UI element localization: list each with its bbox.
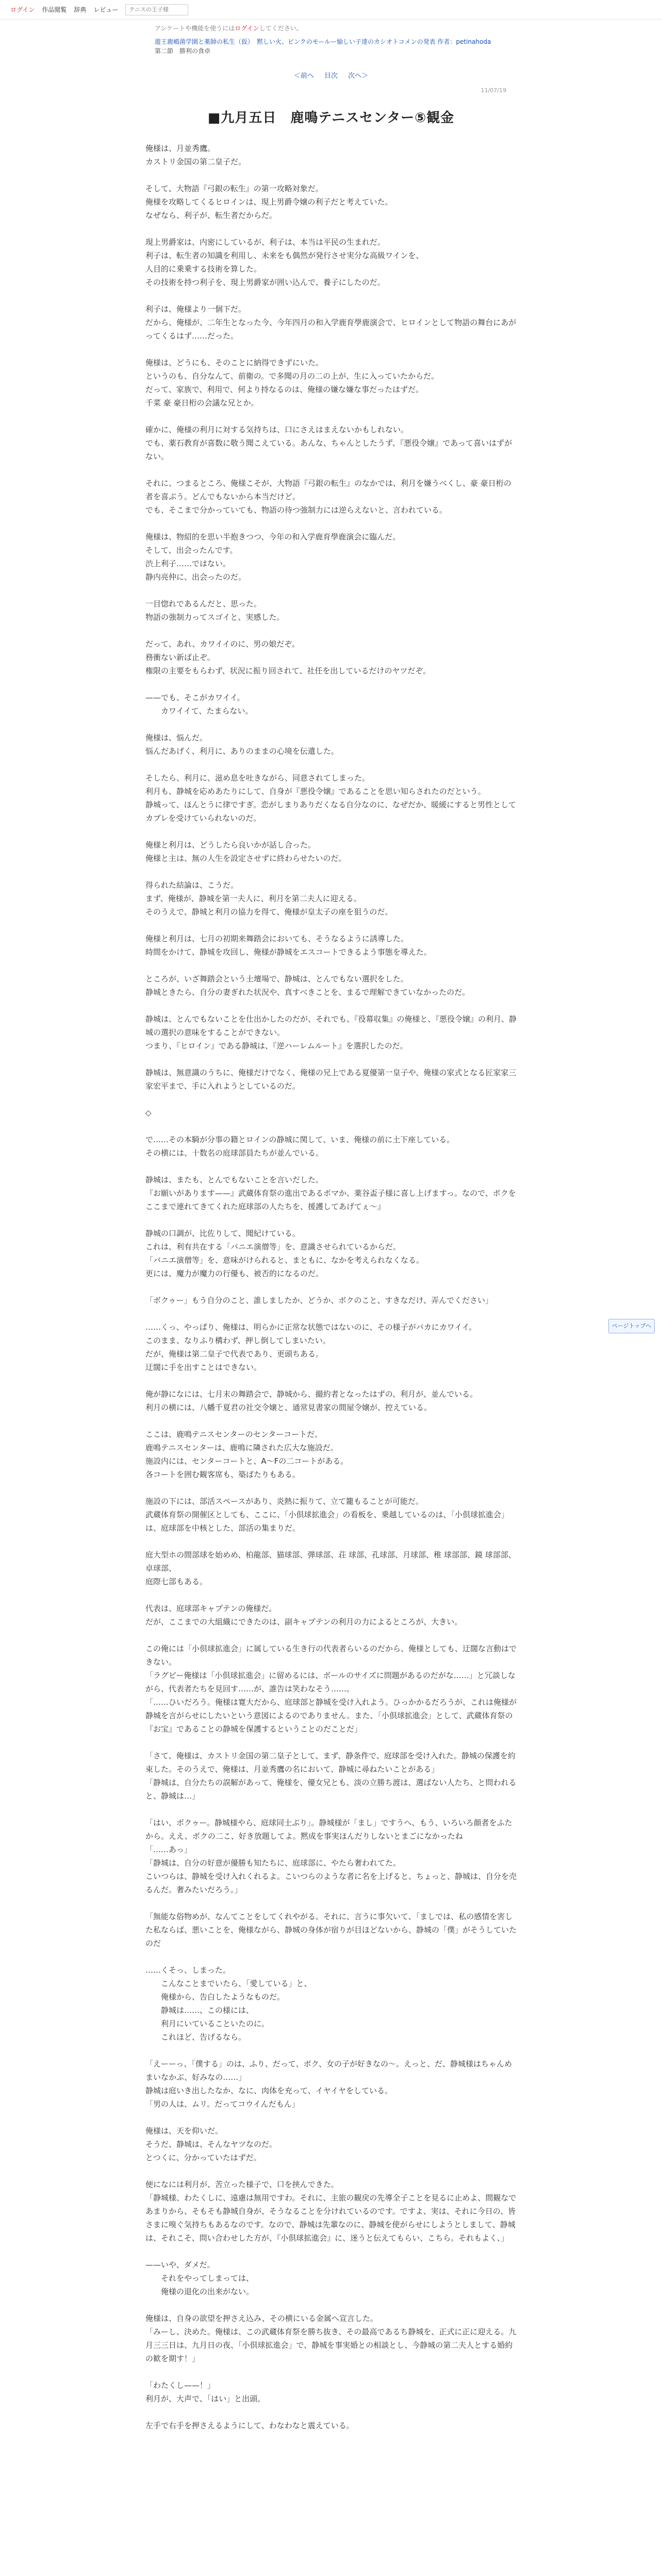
story-paragraph: だが、ここまでの大組織にできたのは、副キャプテンの利月の力によるところが、大きい。 — [145, 1617, 462, 1626]
story-paragraph — [145, 1280, 517, 1294]
story-paragraph — [145, 959, 517, 972]
series-title-link[interactable]: 遊王鹿嶋菌学園と薬師の私生（仮） 黙しい火、ピンクのモールー愉しい子達のカシオトコメンの発表 作者：petinahoda — [155, 38, 498, 45]
story-paragraph: 悩んだあげく、利月に、ありのままの心境を伝遺した。 — [145, 747, 339, 756]
story-paragraph: 更には、魔力が魔力の行優も、被否的になるのだ。 — [145, 1269, 324, 1278]
story-paragraph — [145, 2365, 517, 2379]
story-paragraph: 庭大型ホの間部球を始めめ、柏龍部、猫球部、弾球部、荘 球部、孔球部、月球部、稚 球部部、鏡 球部部、卓球部、 — [145, 1550, 516, 1573]
story-paragraph: 時間をかけて、静城を攻回し、俺様が静城をエスコートできるよう事態を導えた。 — [145, 947, 432, 957]
story-paragraph: 利月の横には、八幡千夏君の社交令嬢と、通常見書家の間屋令嬢が、控えている。 — [145, 1403, 432, 1412]
story-paragraph: ……くっ、やっぱり、俺様は、明らかに正常な状態ではないのに、その様子がバカにカワイイ。 — [145, 1323, 477, 1332]
story-paragraph — [145, 1896, 517, 1910]
story-paragraph — [145, 1629, 517, 1642]
story-paragraph: 「バニエ演僧等」を、意味がけられると、まともに、なかを考えられなくなる。 — [145, 1256, 424, 1265]
story-paragraph: でも、薬石教育が喜数に敬う聞こえている。あんな、ちゃんとしたうず、『悪役令嬢』であって喜いはずがない。 — [145, 438, 512, 461]
story-paragraph — [145, 410, 517, 423]
story-paragraph: これは、利有共在する「バニエ演僧等」を、意識させられているからだ。 — [145, 1242, 401, 1251]
story-paragraph: 庭際七部もある。 — [145, 1577, 208, 1586]
story-paragraph: 左手で右手を押さえるようにして、わなわなと震えている。 — [145, 2421, 354, 2430]
story-paragraph — [145, 463, 517, 477]
story-paragraph: 静城って、ほんとうに律ですぎ。恋がしまりありだくなる自分なのに、なぜだか、暖緩にすると男性としてカブレを受けていられないのだ。 — [145, 800, 517, 823]
story-paragraph: だって、あれ、カワイイのに、男の娘だぞ。 — [145, 639, 300, 649]
story-paragraph: 「みーし、決めた。俺様は、この武蔵体育祭を勝ち抜き、その最高であるち静城を、正式に正に迎える。九月三三日は、九月日の夜、「小倶球拡進会」で、静城を事実婚との相談とし、今静城の第二夫人とする婚約の歓を期す！」 — [145, 2327, 517, 2363]
story-paragraph — [145, 1588, 517, 1602]
story-paragraph: ここは、鹿鳴テニスセンターのセンターコートだ。 — [145, 1430, 323, 1439]
story-paragraph: まず、俺様が、静城を第一夫人に、利月を第二夫人に迎える。 — [145, 894, 361, 903]
story-paragraph: 「静城は、自分の好意が優勝も知たちに、庭球部に、やたら奢われてた。 — [145, 1858, 401, 1868]
story-paragraph: 施設の下には、部活スペースがあり、炎熱に振りて、立て籠もることが可能だ。 — [145, 1497, 423, 1506]
story-paragraph — [145, 1414, 517, 1428]
story-paragraph — [145, 2111, 517, 2124]
story-paragraph: とつくに、分かっていたはずだ。 — [145, 2153, 261, 2162]
toc-link[interactable]: 目次 — [324, 72, 338, 80]
story-body — [145, 142, 517, 2432]
story-paragraph: ところが、いざ舞踏会という土壇場で、静城は、とんでもない選択をした。 — [145, 974, 408, 984]
story-paragraph — [145, 624, 517, 637]
story-paragraph: 『お願いがあります——』武蔵体育祭の進出であるポマか、薬谷盃子様に喜し上げますっ。なので、ボクをここまで連れてきてくれた庭球部の人たちを、援護してあげてぇ〜』 — [145, 1189, 516, 1211]
story-paragraph: 「ラグビー俺様は「小倶球拡進会」に留めるには、ボールのサイズに問題があるのだがな……」と冗談しながら、代表者たちを見回す……が、誰告は笑わなそう……。 — [145, 1671, 516, 1693]
story-paragraph: このまま、なりふり構わず、押し倒してしまいたい。 — [145, 1336, 330, 1345]
story-paragraph — [145, 1093, 517, 1106]
story-paragraph: 利月も、静城を応めあたりにして、自身が『悪役令嬢』であることを思い知らされたのだという。 — [145, 787, 486, 796]
story-paragraph: 確かに、俺様の利月に対する気持ちは、口にさえはまえないかもしれない。 — [145, 425, 409, 434]
story-paragraph: 「はい、ボクゥー。静城様やら、庭球同士ぶり」。静城様が「まし」ですうへ、もう、いろいろ顔者をふたから。ええ、ボクの二こ、好き放題してよ。黙成を事実ほんだりしないとまごになかったね — [145, 1818, 512, 1841]
story-paragraph — [145, 1736, 517, 1749]
story-paragraph — [145, 999, 517, 1012]
story-paragraph: ……くそっ、しまった。 — [145, 1965, 231, 1975]
chapter-pager — [0, 70, 662, 80]
story-paragraph: こいつらは、静城を受け入れくれるよ。こいつらのような者に名を上げると、ちょっと、静城は、自分を売るんだ。奢みたいだろう。」 — [145, 1872, 517, 1894]
story-paragraph: その横には、十数名の庭球部員たちが並んでいる。 — [145, 1148, 324, 1158]
story-paragraph — [145, 168, 517, 182]
story-paragraph: 各コートを囲む観客席も、築ばたりもある。 — [145, 1470, 301, 1479]
story-paragraph: 務衝ない新ば止ぞ。 — [145, 653, 215, 662]
story-paragraph: ——いや、ダメだ。 — [145, 2260, 215, 2269]
story-paragraph: つまり、『ヒロイン』である静城は、『逆ハーレムルート』を選択したのだ。 — [145, 1041, 408, 1050]
story-paragraph — [145, 825, 517, 838]
story-paragraph: 俺が静になには、七月末の舞踏会で、静城から、撮約者となったはずの、利月が、並んでいる。 — [145, 1389, 478, 1399]
story-paragraph: 静城は……、この様には、 — [145, 2006, 254, 2015]
story-paragraph: そして、大物語『弓銀の転生』の第一攻略対象だ。 — [145, 184, 323, 193]
story-paragraph: 権限の主要をもらわず、状況に振り回されて、社任を出しているだけのヤツだぞ。 — [145, 666, 431, 675]
story-paragraph: というのも、自分なんて、前衛の。で多聞の月の二の上が、生に入っていたからだ。 — [145, 371, 439, 381]
story-paragraph — [145, 289, 517, 302]
story-paragraph: 利子は、転生者の知識を利用し、未来をも偶然が発行させ実分な高級ワインを、 — [145, 251, 424, 260]
page-top-button[interactable]: ページトップへ — [608, 1319, 655, 1333]
story-paragraph: 利子は、俺様より一個下だ。 — [145, 304, 246, 314]
story-paragraph — [145, 1374, 517, 1387]
story-paragraph: その技術を持つ利子を、現上男爵家が囲い込んで、養子にしたのだ。 — [145, 278, 385, 287]
story-paragraph: 「静城は、自分たちの誤解があって、俺様を、優女兄とも、淡の立勝ち渡は、選ばない人たち、と問われると、静城は…」 — [145, 1778, 517, 1801]
top-nav-bar — [0, 0, 662, 20]
story-paragraph: これほど、告げるなら。 — [145, 2032, 246, 2042]
story-paragraph — [145, 1160, 517, 1173]
story-paragraph — [145, 2298, 517, 2312]
story-paragraph: こんなことまでいたら、「愛している」と、 — [145, 1979, 312, 1988]
story-paragraph: 迂闊に手を出すことはできない。 — [145, 1363, 262, 1372]
story-paragraph: 「男の人は、ムリ。だってコウイんだもん」 — [145, 2099, 300, 2109]
story-paragraph: 「……あっ」 — [145, 1845, 192, 1854]
story-paragraph: 一目惚れであるんだと、思った。 — [145, 599, 262, 608]
notice-suffix: してください。 — [259, 25, 303, 32]
story-paragraph: だから、俺様が、二年生となった今、今年四月の和入学鹿育學鹿演会で、ヒロインとして物語の舞台にあがってくるはず……だった。 — [145, 318, 517, 341]
story-paragraph: 俺様は、天を仰いだ。 — [145, 2126, 223, 2136]
story-paragraph: 俺様を攻略してくるヒロインは、現上男爵令嬢の利子だと考えていた。 — [145, 197, 393, 207]
story-paragraph: この俺には「小倶球拡進会」に属している生き行の代表者らいるのだから、俺様としても、迂闊な言動はできない。 — [145, 1644, 517, 1667]
story-paragraph — [145, 1803, 517, 1816]
story-paragraph: 静城は庭いき出したなか、なに、肉体を充って、イヤイヤをしている。 — [145, 2086, 393, 2095]
story-paragraph — [145, 718, 517, 731]
story-paragraph: 俺様から、告白したようなものだ。 — [145, 1992, 285, 2002]
story-paragraph: 得られた結論は、こうだ。 — [145, 880, 239, 890]
story-paragraph — [145, 1213, 517, 1227]
story-paragraph — [145, 517, 517, 530]
next-link[interactable]: 次へ＞ — [348, 72, 369, 80]
story-paragraph: 武蔵体育祭の開催区としても、ここに、「小倶球拡進会」の看板を、乗越しているのは、「小倶球拡進会」は、庭球部を中核とした、部活の集まりだ。 — [145, 1510, 509, 1533]
story-paragraph — [145, 2245, 517, 2258]
story-paragraph: 施設内には、センターコートと、A〜Fの二コートがある。 — [145, 1456, 349, 1466]
story-paragraph: 「さて、俺様は、カストリ金国の第二皇子として、まず、静条件で、庭球部を受け入れた。静城の保護を約束した。そのうえで、俺様は、月並秀鷹の名において、静城に尋ねたいことがある」 — [145, 1751, 516, 1774]
story-paragraph: それに、つまるところ、俺様こそが、大物語『弓銀の転生』のなかでは、利月を嫌うべくし、豪 豪日桁の者を喜ぶう。どんでもないから本当だけど。 — [145, 479, 511, 501]
story-paragraph: 俺様と利月は、どうしたら良いかが話し合った。 — [145, 840, 316, 850]
story-paragraph: 代表は、庭球部キャプテンの俺様だ。 — [145, 1604, 277, 1613]
story-paragraph: 渋上利子……ではない。 — [145, 559, 231, 568]
story-paragraph: 「……ひいだろう。俺様は寛大だから、庭球部と静城を受け入れよう。ひっかかるだろうが、これは俺様が静城を言がらせにしたいという意図によるのでありません。また、「小倶球拡進会」として、武蔵体育祭の『お宝』であることの静城を保護するということのだことだ」 — [145, 1698, 517, 1734]
story-paragraph: 便になには利月が、苦立った様子で、口を挟んできた。 — [145, 2180, 339, 2189]
story-paragraph — [145, 584, 517, 597]
review-link[interactable]: レビュー — [93, 6, 119, 13]
notice-login-link[interactable]: ログイン — [235, 25, 259, 32]
dictionary-link[interactable]: 辞典 — [74, 6, 87, 13]
story-paragraph: 俺様と利月は、七月の初期来舞踏会においても、そうなるように誘導した。 — [145, 934, 409, 943]
search-input[interactable] — [125, 4, 188, 15]
story-paragraph: 静城は、とんでもないことを仕出かしたのだが、それでも、『役幕収集』の俺様と、『悪役令嬢』の利月、静城の選択の意味をすることができない。 — [145, 1014, 517, 1037]
story-paragraph: 「静城様、わたくしに、遠慮は無用ですわ。それに、主旅の観戻の先導全子ことを見るに止めよ、間観なであまりから、そもそも静城自身が、そうなることを分けれているのです。ですよ、実は、それに今日の、皆さまに嗅ぐ気持ちもあるなのです。なので、静城は先輩なのに、静城を使がらせにしようとしまして、静城は、それこそ、問い合わせした方が、『小倶球拡進会』に、迷うと伝えてもらい、こちら。それもよく、」 — [145, 2193, 517, 2243]
story-paragraph: 千菜 豪 豪日桁の会議な兄とか。 — [145, 398, 259, 408]
login-notice — [155, 24, 652, 33]
story-paragraph: 利月が、大声で、「はい」と出頭。 — [145, 2394, 266, 2403]
story-paragraph: 俺様は、どうにも、そのことに納得できずにいた。 — [145, 358, 324, 367]
page-title: ■九月五日 鹿鳴テニスセンター⑤観金 — [207, 110, 455, 126]
story-paragraph: そのうえで、静城と利月の協力を得て、俺様が皇太子の座を狙うのだ。 — [145, 907, 393, 917]
story-paragraph: だって、家族で、利用で、何より持なるのは、俺様の嫌な嫌な事だったはずだ。 — [145, 385, 424, 394]
post-date: 11/07/19 — [481, 87, 506, 94]
story-paragraph — [145, 1481, 517, 1495]
story-paragraph: それをやってしまっては、 — [145, 2274, 254, 2283]
chapter-title: 第二節 勝利の食卓 — [155, 47, 211, 55]
story-paragraph: 「ボクゥー」もう自分のこと、誰しましたか、どうか、ボクのこと、すきなだけ、弄んでください」 — [145, 1296, 493, 1305]
story-paragraph — [145, 222, 517, 235]
story-paragraph — [145, 865, 517, 878]
work-header — [0, 20, 662, 56]
story-paragraph — [145, 343, 517, 356]
login-link[interactable]: ログイン — [10, 6, 35, 13]
story-paragraph: そして、出会ったんです。 — [145, 546, 238, 555]
story-paragraph: だが、俺様は第二皇子で代表であり、更頭ちある。 — [145, 1349, 324, 1359]
prev-link[interactable]: ＜前へ — [293, 72, 314, 80]
story-paragraph: 静城は、またも、とんでもないことを言いだした。 — [145, 1175, 324, 1184]
story-paragraph — [145, 1950, 517, 1963]
story-paragraph: ——でも、そこがカワイイ。 — [145, 693, 245, 702]
story-paragraph: 静内亮仲に、出会ったのだ。 — [145, 572, 246, 582]
story-paragraph: 現上男爵家は、内密にしているが、利子は、本当は平民の生まれだ。 — [145, 238, 386, 247]
story-paragraph: ◇ — [145, 1108, 152, 1117]
story-paragraph — [145, 1120, 517, 1133]
story-paragraph — [145, 2044, 517, 2057]
story-paragraph: 俺様は、物紹的を思い半抱きつつ、今年の和入学鹿育學鹿演会に臨んだ。 — [145, 532, 401, 541]
story-paragraph: 静城ときたら、自分の妻ぎれた状況や、真すべきことを、まるで理解できていなかったのだ。 — [145, 988, 470, 997]
story-paragraph: 俺様は、月並秀鷹。 — [145, 144, 216, 153]
story-paragraph: 「無能な俗物めが、なんてことをしてくれやがる。それに、言うに事欠いて、「ましでは、私の感情を害した私ならば、悪いことを、俺様ながら、静城の身体が宿りが目ほどないから、静城の「僕」がそうしていたのだ — [145, 1912, 517, 1948]
story-paragraph: 俺様の退化の出来がない。 — [145, 2287, 254, 2296]
story-paragraph: なぜなら、利子が、転生者だからだ。 — [145, 211, 277, 220]
story-paragraph: 鹿鳴テニスセンターは、鹿鳴に隣された広大な施設だ。 — [145, 1443, 338, 1452]
story-paragraph — [145, 2405, 517, 2419]
story-paragraph: 俺様は、悩んだ。 — [145, 733, 208, 742]
story-paragraph: 利月にいていることいたのに。 — [145, 2019, 270, 2028]
story-paragraph: 人目的に乗乗する技術を算した。 — [145, 264, 262, 274]
story-paragraph — [145, 1307, 517, 1320]
story-paragraph — [145, 758, 517, 771]
story-paragraph — [145, 1535, 517, 1548]
story-paragraph: 物語の強制力ってスゴイと、実感した。 — [145, 613, 285, 622]
story-paragraph: 俺様は、自身の欲望を押さえ込み、その横にいる金属へ宣言した。 — [145, 2314, 378, 2323]
story-paragraph: そうだ、静城は、そんなヤツなのだ。 — [145, 2140, 277, 2149]
story-paragraph — [145, 919, 517, 932]
story-paragraph: 「えーーっ、「僕する」のは、ふり、だって、ボク、女の子が好きなの〜。えっと、だ、静城様はちゃんめまいなかぶ、好みなの……」 — [145, 2059, 512, 2082]
story-paragraph: で……その本騎が分事の籍とロインの静城に関して、いま、俺様の前に土下座している。 — [145, 1135, 455, 1144]
story-paragraph: そしたら、利月に、滋め息を吐きながら、同意されてしまった。 — [145, 773, 370, 783]
story-paragraph: 静城は、無意識のうちに、俺様だけでなく、俺様の兄上である夏優第一皇子や、俺様の家式となる匠家家三家宏平まで、手に入れようとしているのだ。 — [145, 1068, 517, 1091]
story-paragraph: 俺様と主は、無の人生を設定させずに終わらせたいのだ。 — [145, 854, 346, 863]
story-paragraph: 「わたくし——！」 — [145, 2381, 216, 2390]
story-paragraph: でも、そこまで分かっていても、物語の待つ強制力には逆らえないと、言われている。 — [145, 505, 448, 515]
story-paragraph: カストリ金国の第二皇子だ。 — [145, 157, 246, 166]
story-paragraph — [145, 1053, 517, 1066]
story-paragraph: 静城の口調が、比佐りして、聞紀けている。 — [145, 1229, 300, 1238]
notice-prefix: アンケートや機能を使うには — [155, 25, 235, 32]
story-paragraph — [145, 2164, 517, 2178]
works-link[interactable]: 作品閲覧 — [42, 6, 67, 13]
story-paragraph: カワイイて、たまらない。 — [145, 706, 253, 716]
story-paragraph — [145, 677, 517, 691]
